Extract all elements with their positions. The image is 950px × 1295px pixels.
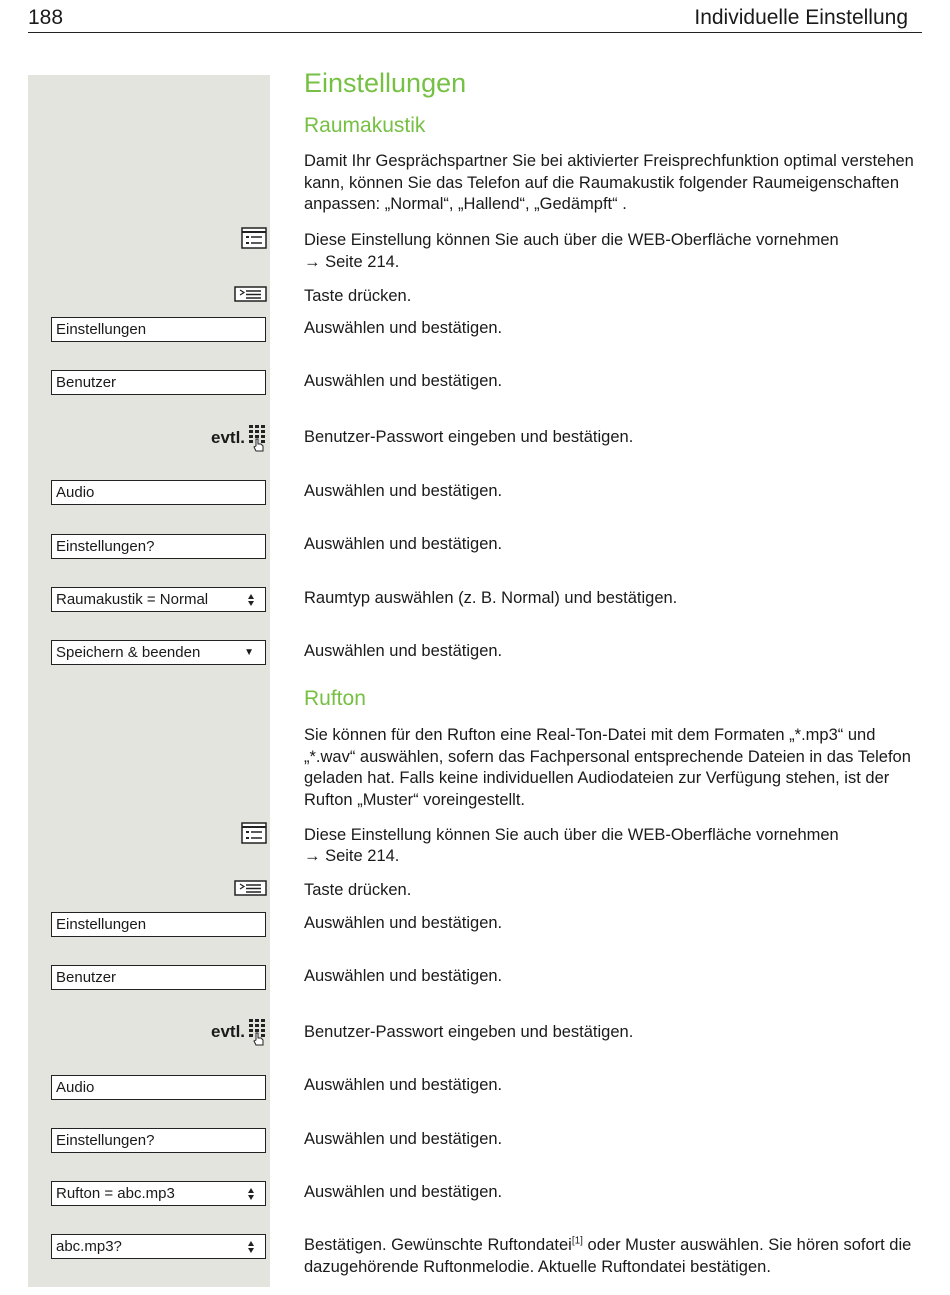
menu-item-audio[interactable]: Audio: [51, 480, 266, 505]
keypad-icon[interactable]: [247, 424, 269, 452]
updown-arrow-icon: [247, 593, 255, 607]
evtl-label: evtl.: [211, 428, 246, 447]
menu-item-label: Rufton = abc.mp3: [56, 1185, 175, 1202]
step-text: Auswählen und bestätigen.: [304, 1130, 503, 1148]
menu-item-raumakustik-select[interactable]: [51, 587, 266, 612]
last-step-text-a: Bestätigen. Gewünschte Ruftondatei: [304, 1236, 572, 1254]
menu-item-benutzer[interactable]: Benutzer: [51, 965, 266, 990]
step-text: Raumtyp auswählen (z. B. Normal) und bestätigen.: [304, 589, 678, 607]
step-text: Auswählen und bestätigen.: [304, 642, 503, 660]
step-text: Auswählen und bestätigen.: [304, 967, 503, 985]
rufton-web-note: Diese Einstellung können Sie auch über die WEB-Oberfläche vornehmen: [304, 826, 839, 844]
menu-item-audio[interactable]: Audio: [51, 1075, 266, 1100]
step-text: Auswählen und bestätigen.: [304, 372, 503, 390]
raumakustik-web-ref: → Seite 214.: [304, 253, 400, 271]
step-text: Auswählen und bestätigen.: [304, 1183, 503, 1201]
menu-item-einstellungen[interactable]: Einstellungen: [51, 912, 266, 937]
menu-item-einstellungen[interactable]: Einstellungen: [51, 317, 266, 342]
step-text: Auswählen und bestätigen.: [304, 319, 503, 337]
menu-item-einstellungen-frage[interactable]: Einstellungen?: [51, 1128, 266, 1153]
menu-key-icon[interactable]: [234, 286, 267, 302]
raumakustik-web-note: Diese Einstellung können Sie auch über die WEB-Oberfläche vornehmen: [304, 231, 839, 249]
step-text: Taste drücken.: [304, 287, 412, 305]
updown-arrow-icon: [247, 1187, 255, 1201]
step-text: Auswählen und bestätigen.: [304, 1076, 503, 1094]
step-text: Auswählen und bestätigen.: [304, 482, 503, 500]
section-heading-raumakustik: Raumakustik: [304, 114, 426, 137]
running-title: Individuelle Einstellung: [694, 6, 908, 29]
menu-key-icon[interactable]: [234, 880, 267, 896]
evtl-label: evtl.: [211, 1022, 246, 1041]
footnote-ref[interactable]: [1]: [571, 1235, 583, 1247]
rufton-web-ref: → Seite 214.: [304, 847, 400, 865]
section-heading-rufton: Rufton: [304, 687, 366, 710]
menu-item-abc-mp3-select[interactable]: [51, 1234, 266, 1259]
page-number: 188: [28, 6, 64, 29]
menu-item-benutzer[interactable]: Benutzer: [51, 370, 266, 395]
step-text: Auswählen und bestätigen.: [304, 914, 503, 932]
menu-item-label: abc.mp3?: [56, 1238, 122, 1255]
step-text: Benutzer-Passwort eingeben und bestätigen.: [304, 1023, 634, 1041]
sidebar-panel: [28, 75, 270, 1287]
menu-item-einstellungen-frage[interactable]: Einstellungen?: [51, 534, 266, 559]
last-step-text-b: oder Muster auswählen. Sie hören sofort die dazugehörende Ruftonmelodie. Aktuelle Ruftondatei bestätigen.: [304, 1236, 912, 1276]
menu-item-label: Raumakustik = Normal: [56, 591, 209, 608]
down-arrow-icon: ▼: [244, 647, 254, 658]
rufton-last-step: [304, 1235, 924, 1278]
page-title: Einstellungen: [304, 68, 467, 98]
web-interface-icon: [241, 822, 267, 844]
menu-item-rufton-select[interactable]: [51, 1181, 266, 1206]
step-text: Auswählen und bestätigen.: [304, 535, 503, 553]
page-header: [28, 4, 922, 33]
keypad-icon[interactable]: [247, 1018, 269, 1046]
rufton-intro: Sie können für den Rufton eine Real-Ton-Datei mit dem Formaten „*.mp3“ und „*.wav“ auswählen, sofern das Fachpersonal entsprechende Dateien in das Telefon geladen hat. Falls keine individuellen Audiodateien zur Verfügung stehen, ist der Rufton „Muster“ voreingestellt.: [304, 726, 911, 809]
step-text: Benutzer-Passwort eingeben und bestätigen.: [304, 428, 634, 446]
web-interface-icon: [241, 227, 267, 249]
menu-item-speichern-beenden[interactable]: [51, 640, 266, 665]
raumakustik-intro: Damit Ihr Gesprächspartner Sie bei aktivierter Freisprechfunktion optimal verstehen kann, können Sie das Telefon auf die Raumakustik folgender Raumeigenschaften anpassen: „Normal“, „Hallend“, „Gedämpft“ .: [304, 152, 914, 213]
menu-item-label: Speichern & beenden: [56, 644, 201, 661]
step-text: Taste drücken.: [304, 881, 412, 899]
updown-arrow-icon: [247, 1240, 255, 1254]
